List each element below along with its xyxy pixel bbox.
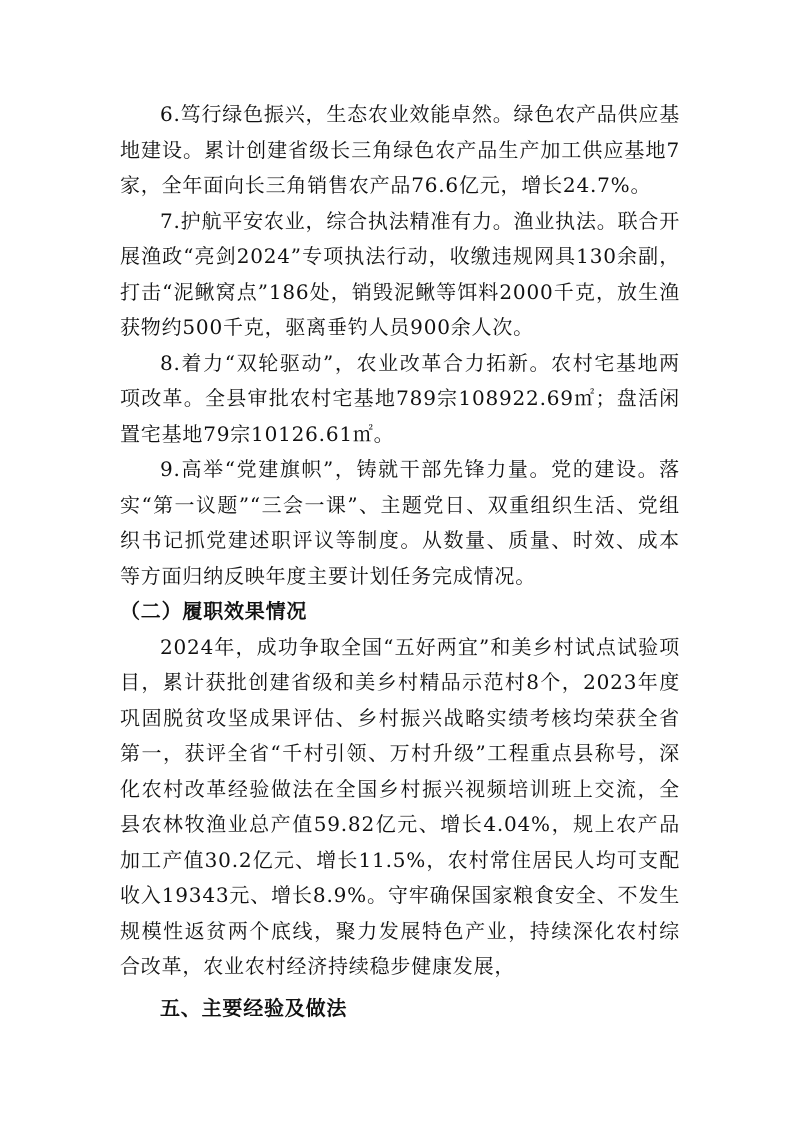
paragraph-green-revitalization: 6.笃行绿色振兴，生态农业效能卓然。绿色农产品供应基地建设。累计创建省级长三角绿色农产品生产加工供应基地7家，全年面向长三角销售农产品76.6亿元，增长24.7%。 [120,102,680,197]
paragraph-dual-wheel-reform: 8.着力“双轮驱动”，农业改革合力拓新。农村宅基地两项改革。全县审批农村宅基地789宗108922.69㎡；盘活闲置宅基地79宗10126.61㎡。 [120,350,680,446]
document-page [120,97,680,1026]
section-heading-main-experience: 五、主要经验及做法 [160,995,348,1020]
subheading-performance-effect: （二）履职效果情况 [120,599,308,623]
paragraph-safe-agriculture: 7.护航平安农业，综合执法精准有力。渔业执法。联合开展渔政“亮剑2024”专项执法行动，收缴违规网具130余副，打击“泥鳅窝点”186处，销毁泥鳅等饵料2000千克，放生渔获物约500千克，驱离垂钓人员900余人次。 [120,208,680,339]
paragraph-performance-summary: 2024年，成功争取全国“五好两宜”和美乡村试点试验项目，累计获批创建省级和美乡村精品示范村8个，2023年度巩固脱贫攻坚成果评估、乡村振兴战略实绩考核均荣获全省第一，获评全省“千村引领、万村升级”工程重点县称号，深化农村改革经验做法在全国乡村振兴视频培训班上交流，全县农林牧渔业总产值59.82亿元、增长4.04%，规上农产品加工产值30.2亿元、增长11.5%，农村常住居民人均可支配收入19343元、增长8.9%。守牢确保国家粮食安全、不发生规模性返贫两个底线，聚力发展特色产业，持续深化农村综合改革，农业农村经济持续稳步健康发展， [120,634,680,978]
paragraph-party-building: 9.高举“党建旗帜”，铸就干部先锋力量。党的建设。落实“第一议题”“三会一课”、主题党日、双重组织生活、党组织书记抓党建述职评议等制度。从数量、质量、时效、成本等方面归纳反映年度主要计划任务完成情况。 [120,457,680,588]
